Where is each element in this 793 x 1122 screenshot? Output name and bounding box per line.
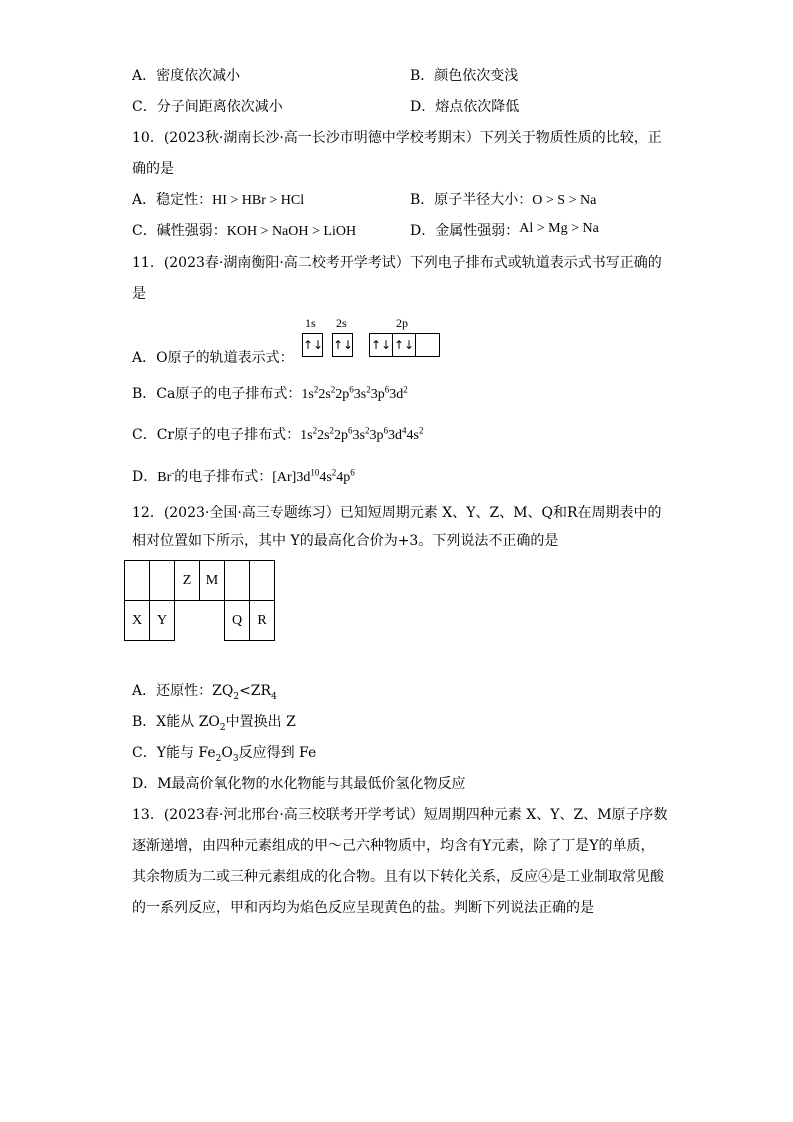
pt-cell [125,561,150,601]
q10-stem-line2: 确的是 [132,161,174,177]
orbital-label-1s: 1s [305,316,316,330]
orbital-label-2p: 2p [396,316,408,330]
q10-option-b [410,190,596,211]
cr-configuration: $1s^22s^22p^63s^23p^63d^44s^2$ [300,425,424,443]
pt-cell-q: Q [225,601,250,641]
q10-option-a [132,190,304,211]
q12-option-b: B．X能从 $ZO_2$中置换出 Z [132,714,296,733]
q11-option-d-label: 的电子排布式： [174,469,273,485]
q10-option-c-label: C．碱性强弱： [132,223,227,239]
q10-option-c-formula: KOH > NaOH > LiOH [226,224,357,239]
q11-option-d-prefix: D． [132,469,158,485]
q10-option-d [410,221,599,242]
q13-stem-line3: 其余物质为二或三种元素组成的化合物。且有以下转化关系，反应④是工业制取常见酸 [132,869,664,885]
br-ion-charge: - [171,467,175,478]
q12-option-a: A．还原性：$ZQ_2<ZR_4$ [132,683,277,702]
orbital-cell-2p-1: ↑↓ [370,334,393,356]
pt-cell-empty [200,601,225,641]
pt-cell-z: Z [175,561,200,601]
orbital-box-2s [332,333,353,357]
pt-cell [150,561,175,601]
q10-option-c [132,221,356,242]
orbital-cell-2p-3 [416,334,438,356]
q13-stem-line4: 的一系列反应，甲和丙均为焰色反应呈现黄色的盐。判断下列说法正确的是 [132,900,594,916]
q10-option-b-label: B．原子半径大小： [410,192,533,208]
q11-option-c [132,425,423,446]
q9-option-a: A．密度依次减小 [132,68,241,84]
q13-stem-line1: 13．(2023春·河北邢台·高三校联考开学考试）短周期四种元素 X、Y、Z、M原子序数 [132,807,668,823]
q12-stem-line2: 相对位置如下所示，其中 Y的最高化合价为+3。下列说法不正确的是 [132,533,559,549]
pt-cell-y: Y [150,601,175,641]
q10-option-a-label: A．稳定性： [132,192,213,208]
orbital-cell-2p-2: ↑↓ [393,334,416,356]
pt-cell [250,561,275,601]
pt-cell-r: R [250,601,275,641]
q10-option-d-label: D．金属性强弱： [410,223,520,239]
br-configuration: $[Ar]3d^{10}4s^24p^6$ [272,467,355,485]
q9-option-b: B．颜色依次变浅 [410,68,519,84]
br-ion-symbol: Br [157,470,172,485]
pt-cell-m: M [200,561,225,601]
q11-option-b [132,384,408,405]
q12-option-d: D．M最高价氧化物的水化物能与其最低价氢化物反应 [132,776,466,792]
q11-stem-line1: 11．(2023春·湖南衡阳·高二校考开学考试）下列电子排布式或轨道表示式书写正确的 [132,255,662,271]
q9-option-d: D．熔点依次降低 [410,99,520,115]
periodic-table-fragment [124,560,275,641]
q12-option-c: C．Y能与 $Fe_2O_3$反应得到 Fe [132,745,317,764]
q11-option-d [132,467,355,488]
periodic-row-1 [125,561,275,601]
orbital-box-2p [369,333,440,357]
q11-option-c-label: C．Cr原子的电子排布式： [132,427,301,443]
orbital-cell-2s: ↑↓ [333,338,354,352]
periodic-row-2 [125,601,275,641]
pt-cell-empty [175,601,200,641]
q12-stem-line1: 12．(2023·全国·高三专题练习）已知短周期元素 X、Y、Z、M、Q和R在周期表中的 [132,505,662,521]
q10-option-a-formula: HI > HBr > HCl [212,193,305,208]
q13-stem-line2: 逐渐递增，由四种元素组成的甲～己六种物质中，均含有Y元素，除了丁是Y的单质， [132,838,655,854]
q10-stem-line1: 10．(2023秋·湖南长沙·高一长沙市明德中学校考期末）下列关于物质性质的比较，正 [132,130,662,146]
ca-configuration: $1s^22s^22p^63s^23p^63d^2$ [301,384,408,402]
orbital-label-2s: 2s [336,316,347,330]
q11-stem-line2: 是 [132,286,146,302]
q11-option-b-label: B．Ca原子的电子排布式： [132,386,302,402]
q10-option-d-formula: Al > Mg > Na [519,221,599,236]
orbital-cell-1s: ↑↓ [303,338,324,352]
pt-cell [225,561,250,601]
orbital-box-1s [302,333,323,357]
q11-option-a-label: A．O原子的轨道表示式： [132,350,294,366]
q9-option-c: C．分子间距离依次减小 [132,99,283,115]
q10-option-b-formula: O > S > Na [532,193,597,208]
pt-cell-x: X [125,601,150,641]
